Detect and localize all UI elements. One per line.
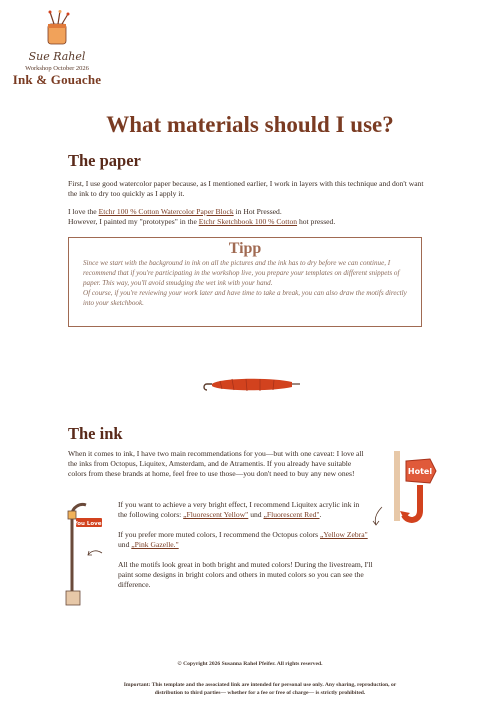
paper-line-2: However, I painted my "prototypes" in the Etchr Sketchbook 100 % Cotton hot pressed.	[68, 217, 336, 226]
tip-box	[68, 237, 422, 327]
motifs-paragraph: All the motifs look great in both bright and muted colors! During the livestream, I'll paint some designs in bright colors and others in muted colors so you can see the difference.	[118, 560, 373, 589]
etchr-paper-block-link[interactable]: Etchr 100 % Cotton Watercolor Paper Block	[98, 207, 234, 216]
ink-heading: The ink	[68, 424, 123, 443]
tip-title: Tipp	[228, 240, 262, 257]
jar-with-brushes-icon	[37, 10, 77, 54]
logo	[12, 10, 102, 88]
neon-sign-text: Hotel	[407, 467, 433, 476]
usage-notice: Important: This template and the associated link are intended for personal use only. Any sharing, reproduction, or distribution to third parties— whether for a fee or free of charge— is strictly prohibited.	[123, 682, 397, 696]
tip-text-2: Of course, if you're reviewing your work later and have time to take a break, you can also draw the motifs directly into your sketchbook.	[83, 289, 407, 307]
fluorescent-red-link[interactable]: „Fluorescent Red"	[263, 510, 320, 519]
neon-sign-illustration	[364, 449, 454, 535]
lamp-sign-text: You Lover	[73, 521, 105, 527]
signature: Sue Rahel	[28, 50, 86, 63]
muted-ink-paragraph: If you prefer more muted colors, I recommend the Octopus colors „Yellow Zebra" und „Pink Gazelle."	[118, 530, 368, 549]
umbrella-illustration	[200, 372, 302, 398]
fluorescent-yellow-link[interactable]: „Fluorescent Yellow"	[183, 510, 249, 519]
workshop-title: Ink & Gouache	[12, 72, 102, 87]
paper-line-1: I love the Etchr 100 % Cotton Watercolor Paper Block in Hot Pressed.	[68, 207, 282, 216]
copyright-notice: © Copyright 2026 Susanna Rahel Pfeifer. All rights reserved.	[177, 661, 323, 667]
street-lamp-illustration	[58, 495, 118, 607]
page-title: What materials should I use?	[106, 112, 394, 137]
workshop-subtitle: Workshop October 2026	[25, 65, 89, 72]
ink-intro-paragraph: When it comes to ink, I have two main recommendations for you—but with one caveat: I love all the inks from Octopus, Liquitex, Amsterdam, and de Atramentis. If you already have suitable colors from these brands at home, feel free to use those—you don't need to buy any new ones!	[68, 449, 364, 478]
bright-ink-paragraph: If you want to achieve a very bright effect, I recommend Liquitex acrylic ink in the following colors: „Fluorescent Yellow" und „Fluorescent Red".	[118, 500, 360, 519]
tip-text-1: Since we start with the background in ink on all the pictures and the ink has to dry before we can continue, I recommend that if you're participating in the workshop live, you prepare your templates on different snippets of paper. This way, you'll avoid smudging the wet ink with your hand.	[83, 259, 400, 287]
etchr-sketchbook-link[interactable]: Etchr Sketchbook 100 % Cotton	[198, 217, 298, 226]
paper-paragraph: First, I use good watercolor paper because, as I mentioned earlier, I work in layers with this technique and don't want the ink to dry too quickly as I apply it.	[68, 179, 424, 198]
pink-gazelle-link[interactable]: „Pink Gazelle."	[131, 540, 179, 549]
paper-recommendation	[68, 207, 428, 227]
paper-heading: The paper	[68, 151, 141, 170]
yellow-zebra-link[interactable]: „Yellow Zebra"	[320, 530, 368, 539]
